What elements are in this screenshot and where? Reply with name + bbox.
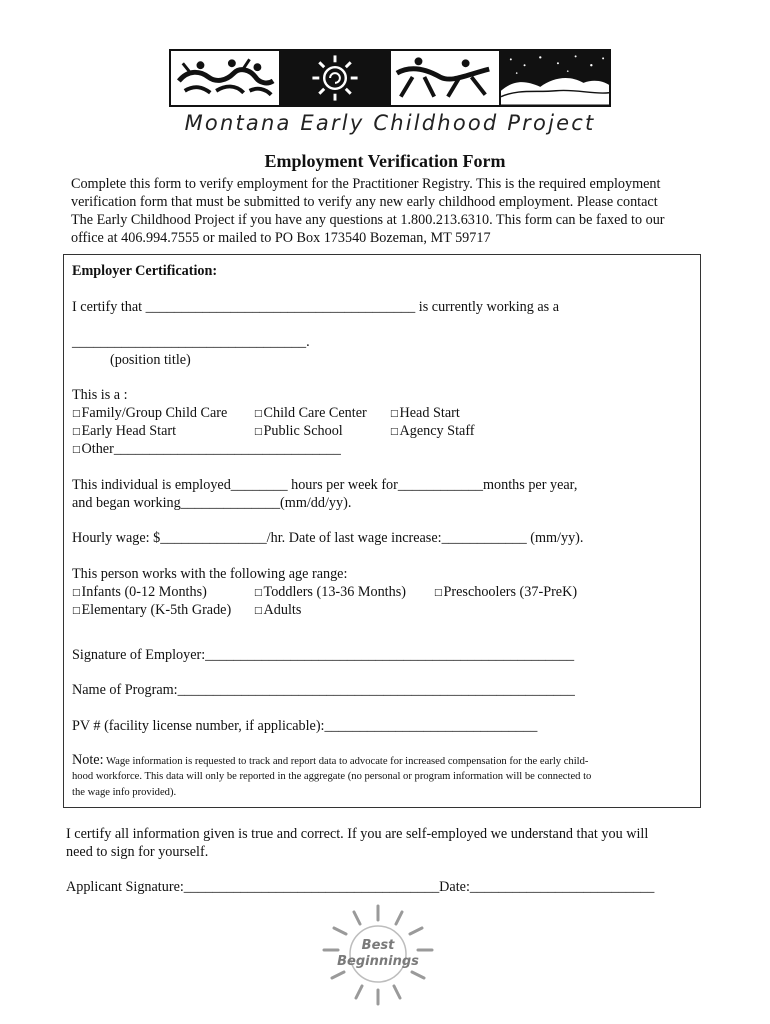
stamp-line1: Best bbox=[361, 938, 395, 953]
certify-employee-line[interactable]: I certify that ______________________________________ is currently working as a bbox=[72, 299, 560, 315]
checkbox-agency-staff[interactable] bbox=[390, 422, 475, 441]
option-label: Preschoolers (37-PreK) bbox=[443, 584, 578, 600]
logo-banner bbox=[169, 49, 611, 107]
checkbox-icon: □ bbox=[72, 409, 81, 419]
checkbox-public-school[interactable] bbox=[254, 422, 343, 441]
employer-signature-field[interactable]: Signature of Employer:____________________________________________________ bbox=[72, 647, 575, 663]
checkbox-icon: □ bbox=[72, 588, 81, 598]
page-title: Employment Verification Form bbox=[264, 151, 506, 171]
option-label: Family/Group Child Care bbox=[81, 405, 228, 421]
checkbox-toddlers[interactable] bbox=[254, 583, 406, 602]
checkbox-icon: □ bbox=[254, 409, 263, 419]
note-line: hood workforce. This data will only be reported in the aggregate (no personal or program information will be connected to bbox=[72, 771, 592, 782]
start-date-field[interactable]: and began working______________(mm/dd/yy). bbox=[72, 495, 352, 511]
checkbox-elementary[interactable] bbox=[72, 601, 231, 620]
applicant-signature-date-field[interactable]: Applicant Signature:____________________________________Date:__________________________ bbox=[66, 879, 655, 895]
checkbox-icon: □ bbox=[254, 606, 263, 616]
checkbox-family-group[interactable] bbox=[72, 404, 227, 423]
applicant-certify-line: I certify all information given is true and correct. If you are self-employed we understand that you will bbox=[66, 826, 649, 842]
running-figures-icon bbox=[389, 51, 499, 105]
logo-name: Montana Early Childhood Project bbox=[184, 111, 596, 135]
option-label: Child Care Center bbox=[263, 405, 367, 421]
applicant-certify-line: need to sign for yourself. bbox=[66, 844, 209, 860]
checkbox-icon: □ bbox=[72, 427, 81, 437]
option-label: Agency Staff bbox=[399, 423, 475, 439]
option-label: Infants (0-12 Months) bbox=[81, 584, 207, 600]
intro-line: verification form that must be submitted to verify any new early childhood employment. Please contact bbox=[71, 194, 658, 210]
checkbox-early-head-start[interactable] bbox=[72, 422, 176, 441]
checkbox-head-start[interactable] bbox=[390, 404, 460, 423]
intro-line: The Early Childhood Project if you have any questions at 1.800.213.6310. This form can be faxed to our bbox=[71, 212, 665, 228]
checkbox-adults[interactable] bbox=[254, 601, 301, 620]
note-text: Wage information is requested to track and report data to advocate for increased compensation for the early child- bbox=[106, 756, 589, 767]
program-name-field[interactable]: Name of Program:________________________________________________________ bbox=[72, 682, 575, 698]
checkbox-icon: □ bbox=[390, 409, 399, 419]
hourly-wage-field[interactable]: Hourly wage: $_______________/hr. Date of last wage increase:____________ (mm/yy). bbox=[72, 530, 584, 546]
facility-type-label: This is a : bbox=[72, 387, 128, 403]
intro-paragraph bbox=[71, 175, 721, 247]
option-label: Head Start bbox=[399, 405, 460, 421]
option-label: Adults bbox=[263, 602, 302, 618]
option-label: Early Head Start bbox=[81, 423, 177, 439]
checkbox-preschoolers[interactable] bbox=[434, 583, 577, 602]
intro-line: Complete this form to verify employment for the Practitioner Registry. This is the required employment bbox=[71, 176, 661, 192]
best-beginnings-logo bbox=[318, 902, 438, 1008]
checkbox-icon: □ bbox=[254, 427, 263, 437]
intro-line: office at 406.994.7555 or mailed to PO Box 173540 Bozeman, MT 59717 bbox=[71, 230, 491, 246]
checkbox-icon: □ bbox=[254, 588, 263, 598]
stamp-line2: Beginnings bbox=[337, 954, 419, 969]
checkbox-icon: □ bbox=[72, 606, 81, 616]
checkbox-icon: □ bbox=[390, 427, 399, 437]
hours-months-field[interactable]: This individual is employed________ hours per week for____________months per year, bbox=[72, 477, 578, 493]
sun-spiral-icon bbox=[279, 51, 389, 105]
checkbox-icon: □ bbox=[72, 445, 81, 455]
age-range-label: This person works with the following age range: bbox=[72, 566, 348, 582]
option-label: Other________________________________ bbox=[81, 441, 341, 457]
checkbox-child-care-center[interactable] bbox=[254, 404, 367, 423]
option-label: Toddlers (13-36 Months) bbox=[263, 584, 406, 600]
position-title-caption: (position title) bbox=[110, 352, 191, 368]
option-label: Public School bbox=[263, 423, 343, 439]
checkbox-icon: □ bbox=[434, 588, 443, 598]
checkbox-infants[interactable] bbox=[72, 583, 207, 602]
dancers-silhouette-icon bbox=[171, 51, 279, 105]
employer-heading: Employer Certification: bbox=[72, 263, 218, 279]
note-label: Note: bbox=[72, 752, 104, 768]
starry-mountains-icon bbox=[499, 51, 609, 105]
position-title-field[interactable]: _________________________________. bbox=[72, 334, 310, 350]
pv-number-field[interactable]: PV # (facility license number, if applicable):______________________________ bbox=[72, 718, 538, 734]
checkbox-other[interactable] bbox=[72, 440, 341, 459]
option-label: Elementary (K-5th Grade) bbox=[81, 602, 232, 618]
note-line: the wage info provided). bbox=[72, 787, 177, 798]
